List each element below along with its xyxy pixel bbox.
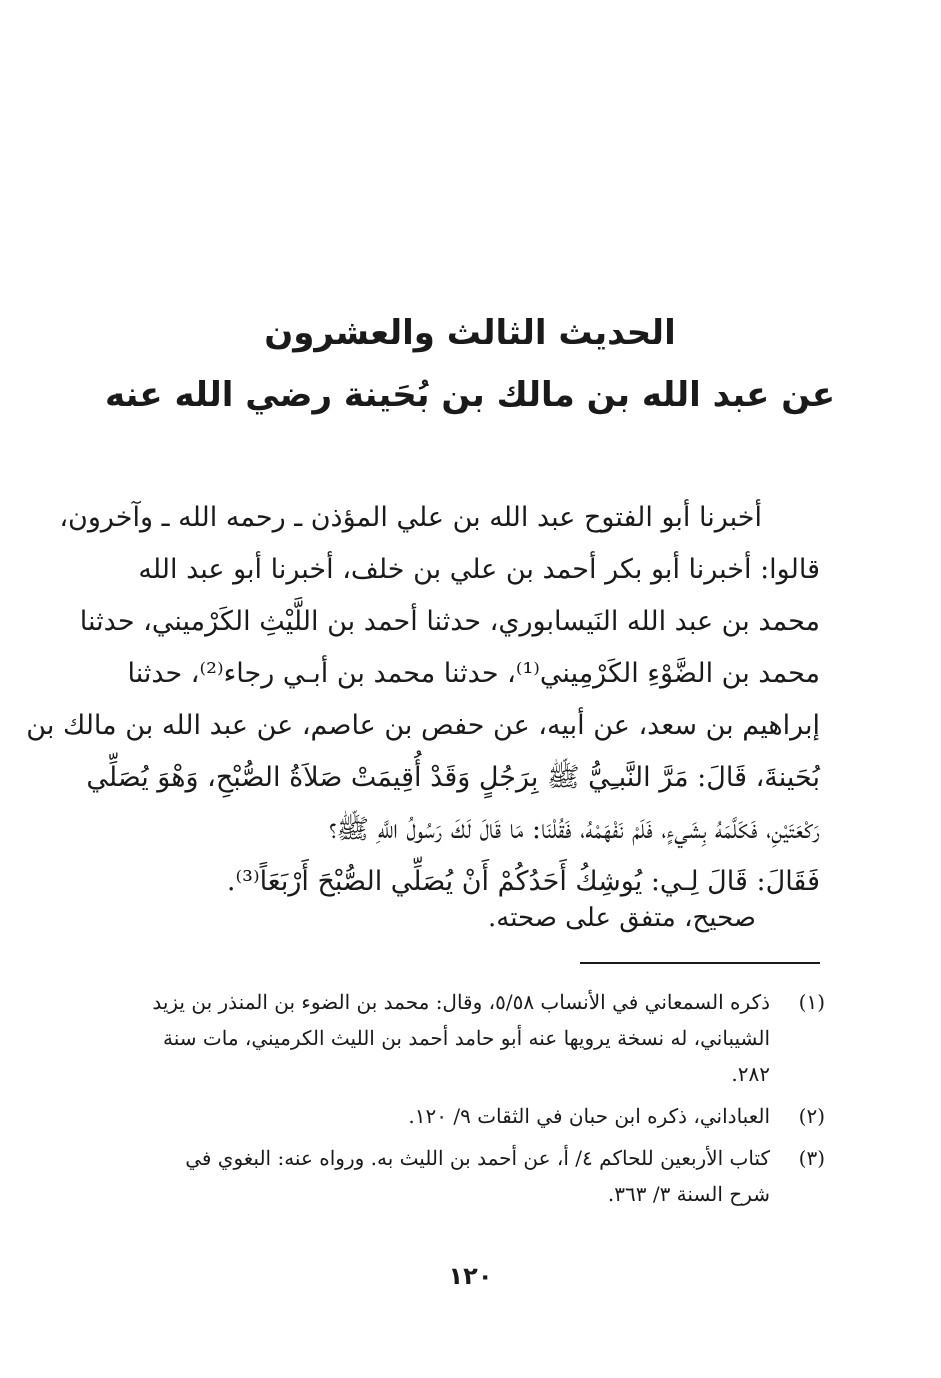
footnote-line: العباداني، ذكره ابن حبان في الثقات ٩/ ١٢٠.	[408, 1104, 770, 1128]
footnote	[95, 1098, 825, 1134]
footnote	[95, 984, 825, 1092]
footnote-number: (١)	[798, 990, 825, 1014]
body-line: محمد بن عبد الله النَيسابوري، حدثنا أحمد بن اللَّيْثِ الكَرْميني، حدثنا	[79, 606, 820, 637]
body-line: رَكْعَتَيْنِ، فَكَلَّمَهُ بِشَيءٍ، فَلَمْ نَفْهَمْهُ، فَقُلْنَا: مَا قَالَ لَكَ رَسُولُ اللَّهِ ﷺ؟	[328, 814, 820, 845]
body-line: قالوا: أخبرنا أبو بكر أحمد بن علي بن خلف، أخبرنا أبو عبد الله	[138, 554, 820, 585]
footnote-line: الشيباني، له نسخة يرويها عنه أبو حامد أحمد بن الليث الكرميني، مات سنة	[163, 1026, 770, 1050]
body-line: بُحَينةَ، قَالَ: مَرَّ النَّبـِيُّ ﷺ بِرَجُلٍ وَقَدْ أُقِيمَتْ صَلاَةُ الصُّبْحِ، وَهْوَ يُصَلِّي	[86, 762, 820, 793]
footnote-line: ٢٨٢.	[731, 1062, 770, 1086]
hadith-body	[26, 492, 820, 908]
footnote	[95, 1140, 825, 1212]
body-line: فَقَالَ: قَالَ لِـي: يُوشِكُ أَحَدُكُمْ أَنْ يُصَلِّي الصُّبْحَ أَرْبَعَاً⁽³⁾.	[226, 866, 820, 897]
footnotes	[95, 984, 825, 1218]
page-number: ١٢٠	[448, 1262, 493, 1290]
hadith-subtitle: عن عبد الله بن مالك بن بُحَينة رضي الله عنه	[104, 375, 836, 415]
footnote-line: شرح السنة ٣/ ٣٦٣.	[607, 1182, 770, 1206]
body-line: أخبرنا أبو الفتوح عبد الله بن علي المؤذن ـ رحمه الله ـ وآخرون،	[59, 502, 762, 533]
body-line: إبراهيم بن سعد، عن أبيه، عن حفص بن عاصم، عن عبد الله بن مالك بن	[26, 710, 820, 741]
body-line: محمد بن الضَّوْءِ الكَرْمِيني⁽¹⁾، حدثنا محمد بن أبـي رجاء⁽²⁾، حدثنا	[127, 658, 820, 689]
footnote-number: (٣)	[798, 1146, 825, 1170]
hadith-verdict: صحيح، متفق على صحته.	[488, 903, 756, 933]
footnote-line: كتاب الأربعين للحاكم ٤/ أ، عن أحمد بن الليث به. ورواه عنه: البغوي في	[185, 1146, 770, 1170]
footnote-line: ذكره السمعاني في الأنساب ٥/٥٨، وقال: محمد بن الضوء بن المنذر بن يزيد	[152, 990, 770, 1014]
hadith-title: الحديث الثالث والعشرون	[264, 313, 676, 353]
footnote-number: (٢)	[798, 1104, 825, 1128]
footnote-divider	[580, 962, 820, 964]
